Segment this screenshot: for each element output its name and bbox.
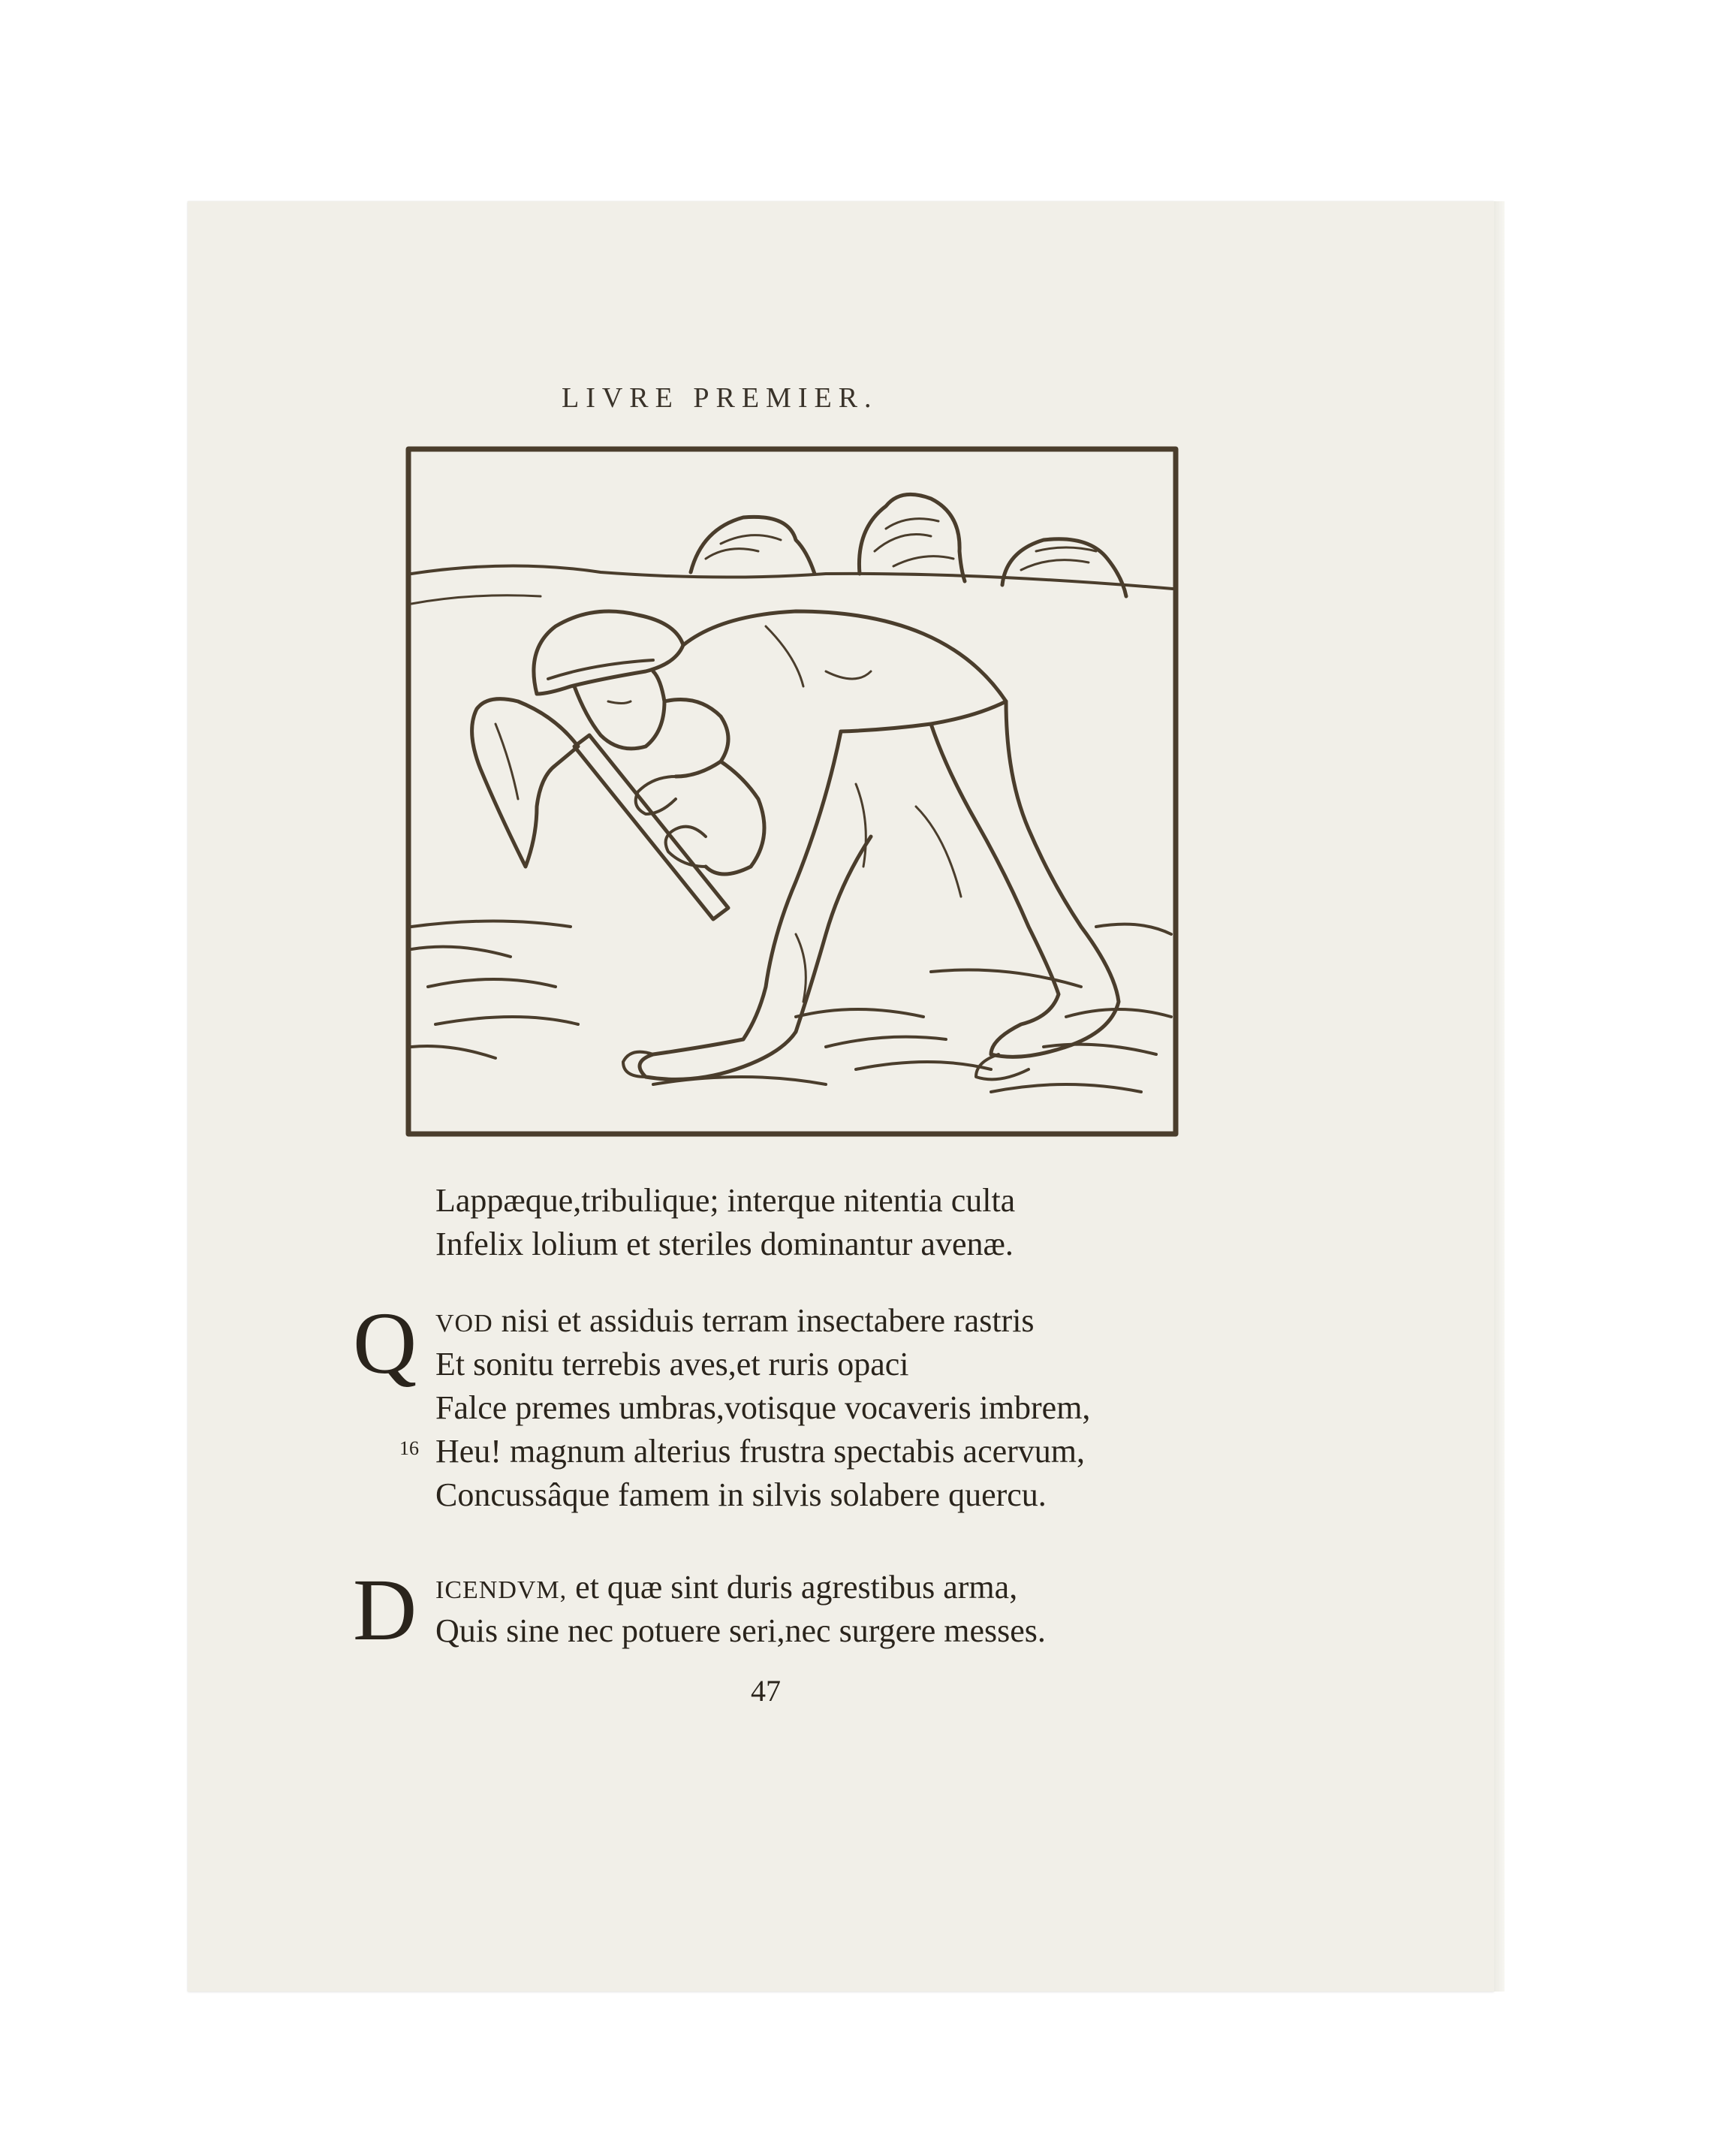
worker-back: [683, 611, 1006, 731]
deckled-page-edge: [1494, 201, 1505, 1992]
small-caps-word: VOD: [435, 1310, 493, 1337]
haystack-left: [691, 517, 815, 574]
verse-line: Infelix lolium et steriles dominantur avenæ.: [435, 1226, 1014, 1262]
verse-line: Concussâque famem in silvis solabere quercu.: [435, 1476, 1047, 1513]
horizon-line: [411, 565, 1173, 589]
woodcut-frame: [408, 449, 1176, 1134]
small-caps-word: ICENDVM,: [435, 1576, 568, 1604]
worker-arm-upper: [664, 700, 728, 777]
verse-line: Et sonitu terrebis aves,et ruris opaci: [435, 1346, 909, 1383]
ground-lines: [411, 921, 578, 1059]
worker-leg-front: [640, 731, 871, 1079]
haystack-middle: [859, 494, 965, 581]
verse-line-first: [435, 1566, 1017, 1612]
woodcut-illustration: [405, 446, 1179, 1137]
running-head: LIVRE PREMIER.: [562, 382, 878, 414]
verse-line: Lappæque,tribulique; interque nitentia culta: [435, 1182, 1016, 1219]
verse-line-first: [435, 1299, 1035, 1346]
verse-line: Falce premes umbras,votisque vocaveris imbrem,: [435, 1389, 1091, 1426]
verse-line: Heu! magnum alterius frustra spectabis acervum,: [435, 1433, 1086, 1470]
verse-line: Quis sine nec potuere seri,nec surgere messes.: [435, 1612, 1046, 1649]
billhook-handle: [574, 735, 728, 919]
drop-cap-d: D: [353, 1560, 417, 1659]
worker-leg-back: [931, 701, 1119, 1057]
billhook-blade: [472, 699, 578, 867]
verse-line-rest: nisi et assiduis terram insectabere rastris: [493, 1302, 1035, 1339]
verse-line-rest: et quæ sint duris agrestibus arma,: [567, 1569, 1018, 1606]
page-number: 47: [751, 1674, 781, 1708]
worker-hand: [636, 776, 706, 867]
line-number: 16: [399, 1437, 419, 1459]
worker-arm-lower: [706, 761, 764, 874]
drop-cap-q: Q: [353, 1294, 417, 1392]
